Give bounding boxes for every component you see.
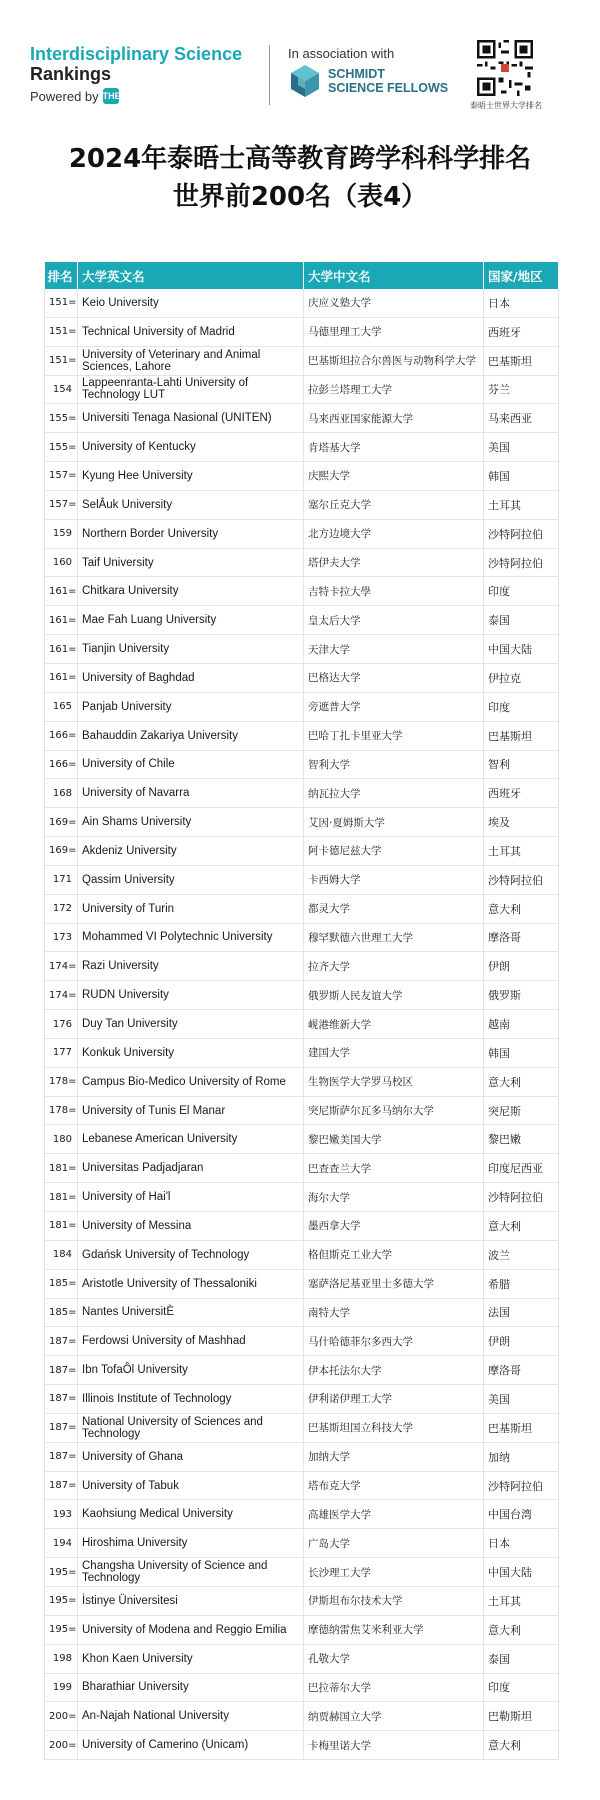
rank-cell: 157= [45,490,78,519]
table-row [45,865,559,894]
country-cell: 巴基斯坦 [484,721,559,750]
country-cell: 土耳其 [484,837,559,866]
country-cell: 意大利 [484,1731,559,1760]
table-header-row [45,262,559,289]
header [0,0,600,130]
rank-cell: 194 [45,1529,78,1558]
brand-logo [30,44,242,104]
rank-cell: 157= [45,462,78,491]
english-name-cell: Qassim University [78,865,304,894]
english-name-cell: Bahauddin Zakariya University [78,721,304,750]
table-row [45,490,559,519]
table-row [45,1327,559,1356]
table-row [45,462,559,491]
english-name-cell: University of Veterinary and Animal Sciences, Lahore [78,346,304,375]
rank-cell: 155= [45,404,78,433]
country-cell: 韩国 [484,462,559,491]
english-name-cell: National University of Sciences and Technology [78,1413,304,1442]
chinese-name-cell: 庆熙大学 [304,462,484,491]
table-row [45,1038,559,1067]
english-name-cell: Illinois Institute of Technology [78,1385,304,1414]
rank-cell: 187= [45,1385,78,1414]
table-row [45,808,559,837]
table-row [45,548,559,577]
english-name-cell: SelÂuk University [78,490,304,519]
table-row [45,1529,559,1558]
country-cell: 美国 [484,433,559,462]
english-name-cell: An-Najah National University [78,1702,304,1731]
english-name-cell: RUDN University [78,981,304,1010]
table-row [45,1471,559,1500]
column-header-country: 国家/地区 [484,262,559,289]
rank-cell: 161= [45,577,78,606]
english-name-cell: University of Tunis El Manar [78,1096,304,1125]
table-row [45,1702,559,1731]
table-row [45,317,559,346]
country-cell: 意大利 [484,894,559,923]
english-name-cell: Hiroshima University [78,1529,304,1558]
english-name-cell: Razi University [78,952,304,981]
english-name-cell: Kaohsiung Medical University [78,1500,304,1529]
country-cell: 泰国 [484,1644,559,1673]
table-row [45,750,559,779]
rank-cell: 161= [45,635,78,664]
country-cell: 希腊 [484,1269,559,1298]
table-row [45,1413,559,1442]
english-name-cell: Konkuk University [78,1038,304,1067]
chinese-name-cell: 巴哈丁扎卡里亚大学 [304,721,484,750]
table-row [45,346,559,375]
powered-by-label: Powered by [30,88,99,104]
rank-cell: 187= [45,1442,78,1471]
table-row [45,1240,559,1269]
rank-cell: 195= [45,1615,78,1644]
table-row [45,289,559,317]
country-cell: 土耳其 [484,1586,559,1615]
table-row [45,635,559,664]
table-row [45,1500,559,1529]
country-cell: 摩洛哥 [484,923,559,952]
country-cell: 芬兰 [484,375,559,404]
table-row [45,1586,559,1615]
table-row [45,1125,559,1154]
chinese-name-cell: 巴基斯坦拉合尔兽医与动物科学大学 [304,346,484,375]
chinese-name-cell: 格但斯克工业大学 [304,1240,484,1269]
country-cell: 日本 [484,1529,559,1558]
rank-cell: 181= [45,1212,78,1241]
country-cell: 泰国 [484,606,559,635]
rank-cell: 187= [45,1327,78,1356]
chinese-name-cell: 穆罕默德六世理工大学 [304,923,484,952]
rank-cell: 184 [45,1240,78,1269]
english-name-cell: Duy Tan University [78,1010,304,1039]
chinese-name-cell: 卡梅里诺大学 [304,1731,484,1760]
rank-cell: 195= [45,1586,78,1615]
rank-cell: 161= [45,606,78,635]
chinese-name-cell: 艾因·夏姆斯大学 [304,808,484,837]
english-name-cell: Akdeniz University [78,837,304,866]
table-row [45,1298,559,1327]
country-cell: 美国 [484,1385,559,1414]
schmidt-cube-icon [290,64,320,98]
country-cell: 印度 [484,1673,559,1702]
english-name-cell: University of Hai'l [78,1183,304,1212]
chinese-name-cell: 旁遮普大学 [304,692,484,721]
table-row [45,1010,559,1039]
rank-cell: 168 [45,779,78,808]
rank-cell: 172 [45,894,78,923]
country-cell: 沙特阿拉伯 [484,519,559,548]
table-row [45,404,559,433]
english-name-cell: University of Chile [78,750,304,779]
country-cell: 越南 [484,1010,559,1039]
table-row [45,692,559,721]
schmidt-logo [290,64,448,98]
rank-cell: 154 [45,375,78,404]
table-row [45,894,559,923]
chinese-name-cell: 都灵大学 [304,894,484,923]
country-cell: 沙特阿拉伯 [484,865,559,894]
chinese-name-cell: 塞尔丘克大学 [304,490,484,519]
country-cell: 中国大陆 [484,635,559,664]
country-cell: 摩洛哥 [484,1356,559,1385]
chinese-name-cell: 伊斯坦布尔技术大学 [304,1586,484,1615]
country-cell: 意大利 [484,1067,559,1096]
chinese-name-cell: 伊本托法尔大学 [304,1356,484,1385]
chinese-name-cell: 拉彭兰塔理工大学 [304,375,484,404]
country-cell: 伊拉克 [484,663,559,692]
table-row [45,981,559,1010]
chinese-name-cell: 岘港维新大学 [304,1010,484,1039]
chinese-name-cell: 阿卡德尼兹大学 [304,837,484,866]
country-cell: 俄罗斯 [484,981,559,1010]
chinese-name-cell: 生物医学大学罗马校区 [304,1067,484,1096]
country-cell: 韩国 [484,1038,559,1067]
powered-by [30,88,242,104]
english-name-cell: Bharathiar University [78,1673,304,1702]
country-cell: 沙特阿拉伯 [484,1471,559,1500]
chinese-name-cell: 黎巴嫩美国大学 [304,1125,484,1154]
rank-cell: 159 [45,519,78,548]
table-row [45,606,559,635]
rank-cell: 160 [45,548,78,577]
country-cell: 巴勒斯坦 [484,1702,559,1731]
english-name-cell: Taif University [78,548,304,577]
rank-cell: 171 [45,865,78,894]
rank-cell: 151= [45,346,78,375]
chinese-name-cell: 拉齐大学 [304,952,484,981]
association-label: In association with [288,46,395,61]
country-cell: 埃及 [484,808,559,837]
english-name-cell: Lebanese American University [78,1125,304,1154]
english-name-cell: Keio University [78,289,304,317]
chinese-name-cell: 天津大学 [304,635,484,664]
table-row [45,519,559,548]
country-cell: 智利 [484,750,559,779]
chinese-name-cell: 高雄医学大学 [304,1500,484,1529]
country-cell: 加纳 [484,1442,559,1471]
chinese-name-cell: 纳贾赫国立大学 [304,1702,484,1731]
chinese-name-cell: 巴基斯坦国立科技大学 [304,1413,484,1442]
chinese-name-cell: 建国大学 [304,1038,484,1067]
english-name-cell: University of Baghdad [78,663,304,692]
rank-cell: 198 [45,1644,78,1673]
rank-cell: 177 [45,1038,78,1067]
country-cell: 马来西亚 [484,404,559,433]
table-row [45,721,559,750]
country-cell: 沙特阿拉伯 [484,1183,559,1212]
rank-cell: 166= [45,750,78,779]
country-cell: 意大利 [484,1212,559,1241]
rank-cell: 173 [45,923,78,952]
rank-cell: 169= [45,837,78,866]
chinese-name-cell: 广岛大学 [304,1529,484,1558]
rank-cell: 181= [45,1183,78,1212]
chinese-name-cell: 马来西亚国家能源大学 [304,404,484,433]
country-cell: 中国大陆 [484,1558,559,1587]
column-header-rank: 排名 [45,262,78,289]
table-row [45,1615,559,1644]
country-cell: 中国台湾 [484,1500,559,1529]
table-row [45,1442,559,1471]
english-name-cell: Chitkara University [78,577,304,606]
english-name-cell: Mohammed VI Polytechnic University [78,923,304,952]
rank-cell: 176 [45,1010,78,1039]
table-row [45,1096,559,1125]
rank-cell: 193 [45,1500,78,1529]
english-name-cell: Khon Kaen University [78,1644,304,1673]
english-name-cell: Ain Shams University [78,808,304,837]
rank-cell: 178= [45,1096,78,1125]
english-name-cell: University of Ghana [78,1442,304,1471]
chinese-name-cell: 塔伊夫大学 [304,548,484,577]
country-cell: 日本 [484,289,559,317]
brand-line2: Rankings [30,64,112,84]
table-row [45,1558,559,1587]
title-line2: 世界前200名（表4） [172,182,428,212]
country-cell: 突尼斯 [484,1096,559,1125]
schmidt-wordmark [328,67,448,95]
english-name-cell: Mae Fah Luang University [78,606,304,635]
country-cell: 波兰 [484,1240,559,1269]
schmidt-line1: SCHMIDT [328,67,385,81]
page-title [0,140,600,216]
chinese-name-cell: 皇太后大学 [304,606,484,635]
rank-cell: 187= [45,1356,78,1385]
english-name-cell: Gdańsk University of Technology [78,1240,304,1269]
ranking-table [44,262,559,1760]
chinese-name-cell: 摩德纳雷焦艾米利亚大学 [304,1615,484,1644]
chinese-name-cell: 加纳大学 [304,1442,484,1471]
header-divider [269,45,270,105]
english-name-cell: University of Messina [78,1212,304,1241]
table-row [45,1644,559,1673]
table-row [45,663,559,692]
country-cell: 巴基斯坦 [484,346,559,375]
english-name-cell: Technical University of Madrid [78,317,304,346]
chinese-name-cell: 卡西姆大学 [304,865,484,894]
rank-cell: 151= [45,317,78,346]
english-name-cell: Northern Border University [78,519,304,548]
country-cell: 巴基斯坦 [484,1413,559,1442]
table-row [45,1154,559,1183]
table-row [45,1673,559,1702]
table-row [45,952,559,981]
rank-cell: 166= [45,721,78,750]
rank-cell: 180 [45,1125,78,1154]
country-cell: 土耳其 [484,490,559,519]
table-row [45,375,559,404]
chinese-name-cell: 智利大学 [304,750,484,779]
english-name-cell: University of Kentucky [78,433,304,462]
rank-cell: 174= [45,952,78,981]
qr-code-icon[interactable] [477,40,533,96]
table-row [45,1269,559,1298]
table-row [45,837,559,866]
table-row [45,1212,559,1241]
table-row [45,433,559,462]
english-name-cell: Lappeenranta-Lahti University of Technology LUT [78,375,304,404]
rank-cell: 151= [45,289,78,317]
chinese-name-cell: 纳瓦拉大学 [304,779,484,808]
table-row [45,1183,559,1212]
table-row [45,577,559,606]
chinese-name-cell: 马什哈德菲尔多西大学 [304,1327,484,1356]
chinese-name-cell: 塔布克大学 [304,1471,484,1500]
schmidt-line2: SCIENCE FELLOWS [328,81,449,95]
english-name-cell: Tianjin University [78,635,304,664]
rank-cell: 174= [45,981,78,1010]
chinese-name-cell: 突尼斯萨尔瓦多马纳尔大学 [304,1096,484,1125]
table-row [45,1067,559,1096]
english-name-cell: Kyung Hee University [78,462,304,491]
country-cell: 伊朗 [484,952,559,981]
chinese-name-cell: 南特大学 [304,1298,484,1327]
country-cell: 印度 [484,692,559,721]
chinese-name-cell: 巴拉蒂尔大学 [304,1673,484,1702]
chinese-name-cell: 俄罗斯人民友谊大学 [304,981,484,1010]
english-name-cell: Aristotle University of Thessaloniki [78,1269,304,1298]
country-cell: 印度尼西亚 [484,1154,559,1183]
column-header-english-name: 大学英文名 [78,262,304,289]
english-name-cell: Campus Bio-Medico University of Rome [78,1067,304,1096]
table-row [45,1385,559,1414]
chinese-name-cell: 北方边境大学 [304,519,484,548]
country-cell: 沙特阿拉伯 [484,548,559,577]
english-name-cell: University of Navarra [78,779,304,808]
title-line1: 2024年泰晤士高等教育跨学科科学排名 [68,144,532,174]
rank-cell: 161= [45,663,78,692]
rank-cell: 165 [45,692,78,721]
english-name-cell: Universiti Tenaga Nasional (UNITEN) [78,404,304,433]
chinese-name-cell: 肯塔基大学 [304,433,484,462]
rank-cell: 181= [45,1154,78,1183]
chinese-name-cell: 伊利诺伊理工大学 [304,1385,484,1414]
rank-cell: 178= [45,1067,78,1096]
rank-cell: 169= [45,808,78,837]
english-name-cell: University of Modena and Reggio Emilia [78,1615,304,1644]
rank-cell: 187= [45,1413,78,1442]
qr-caption: 泰晤士世界大学排名 [470,101,542,110]
chinese-name-cell: 塞萨洛尼基亚里士多德大学 [304,1269,484,1298]
country-cell: 西班牙 [484,317,559,346]
chinese-name-cell: 孔敬大学 [304,1644,484,1673]
chinese-name-cell: 巴格达大学 [304,663,484,692]
table-row [45,779,559,808]
english-name-cell: University of Tabuk [78,1471,304,1500]
country-cell: 黎巴嫩 [484,1125,559,1154]
english-name-cell: Nantes UniversitÈ [78,1298,304,1327]
rank-cell: 200= [45,1702,78,1731]
english-name-cell: Universitas Padjadjaran [78,1154,304,1183]
chinese-name-cell: 长沙理工大学 [304,1558,484,1587]
rank-cell: 187= [45,1471,78,1500]
chinese-name-cell: 墨西拿大学 [304,1212,484,1241]
rank-cell: 195= [45,1558,78,1587]
brand-line1: Interdisciplinary Science [30,44,243,64]
rank-cell: 155= [45,433,78,462]
rank-cell: 185= [45,1298,78,1327]
country-cell: 伊朗 [484,1327,559,1356]
table-row [45,923,559,952]
chinese-name-cell: 马德里理工大学 [304,317,484,346]
table-row [45,1731,559,1760]
rank-cell: 199 [45,1673,78,1702]
rank-cell: 185= [45,1269,78,1298]
country-cell: 意大利 [484,1615,559,1644]
english-name-cell: Ibn TofaÔl University [78,1356,304,1385]
country-cell: 法国 [484,1298,559,1327]
english-name-cell: University of Camerino (Unicam) [78,1731,304,1760]
english-name-cell: Changsha University of Science and Technology [78,1558,304,1587]
table-row [45,1356,559,1385]
english-name-cell: University of Turin [78,894,304,923]
chinese-name-cell: 吉特卡拉大學 [304,577,484,606]
rank-cell: 200= [45,1731,78,1760]
the-logo-icon: THE [103,88,119,104]
english-name-cell: Ferdowsi University of Mashhad [78,1327,304,1356]
english-name-cell: Panjab University [78,692,304,721]
english-name-cell: İstinye Üniversitesi [78,1586,304,1615]
chinese-name-cell: 庆应义塾大学 [304,289,484,317]
chinese-name-cell: 巴查查兰大学 [304,1154,484,1183]
chinese-name-cell: 海尔大学 [304,1183,484,1212]
country-cell: 西班牙 [484,779,559,808]
country-cell: 印度 [484,577,559,606]
column-header-chinese-name: 大学中文名 [304,262,484,289]
